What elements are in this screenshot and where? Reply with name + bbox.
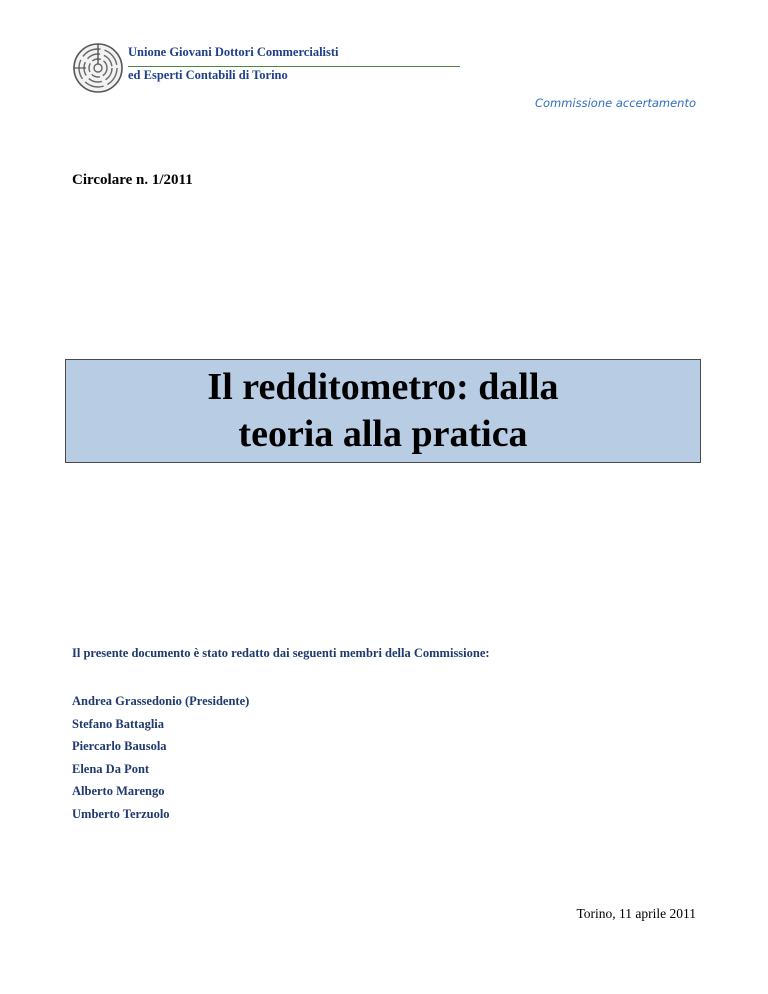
member-item: Umberto Terzuolo — [72, 806, 170, 821]
logo-divider — [128, 66, 460, 67]
document-title — [66, 364, 700, 458]
member-item: Andrea Grassedonio (Presidente) — [72, 694, 250, 708]
member-item: Alberto Marengo — [72, 784, 165, 798]
authors-intro: Il presente documento è stato redatto dai seguenti membri della Commissione: — [72, 646, 490, 660]
org-name-line2: ed Esperti Contabili di Torino — [128, 68, 288, 82]
member-item: Piercarlo Bausola — [72, 739, 167, 753]
title-line-1: Il redditometro: dalla — [207, 366, 559, 408]
members-list — [72, 690, 249, 825]
member-item: Elena Da Pont — [72, 761, 150, 776]
document-date: Torino, 11 aprile 2011 — [576, 906, 696, 921]
org-logo — [72, 40, 390, 96]
member-item: Stefano Battaglia — [72, 716, 165, 731]
labyrinth-logo-icon — [72, 42, 124, 94]
commission-label: Commissione accertamento — [534, 96, 696, 110]
circular-number: Circolare n. 1/2011 — [72, 172, 193, 188]
title-line-2: teoria alla pratica — [238, 413, 528, 455]
org-name-line1: Unione Giovani Dottori Commercialisti — [128, 45, 339, 59]
title-box — [65, 359, 701, 463]
